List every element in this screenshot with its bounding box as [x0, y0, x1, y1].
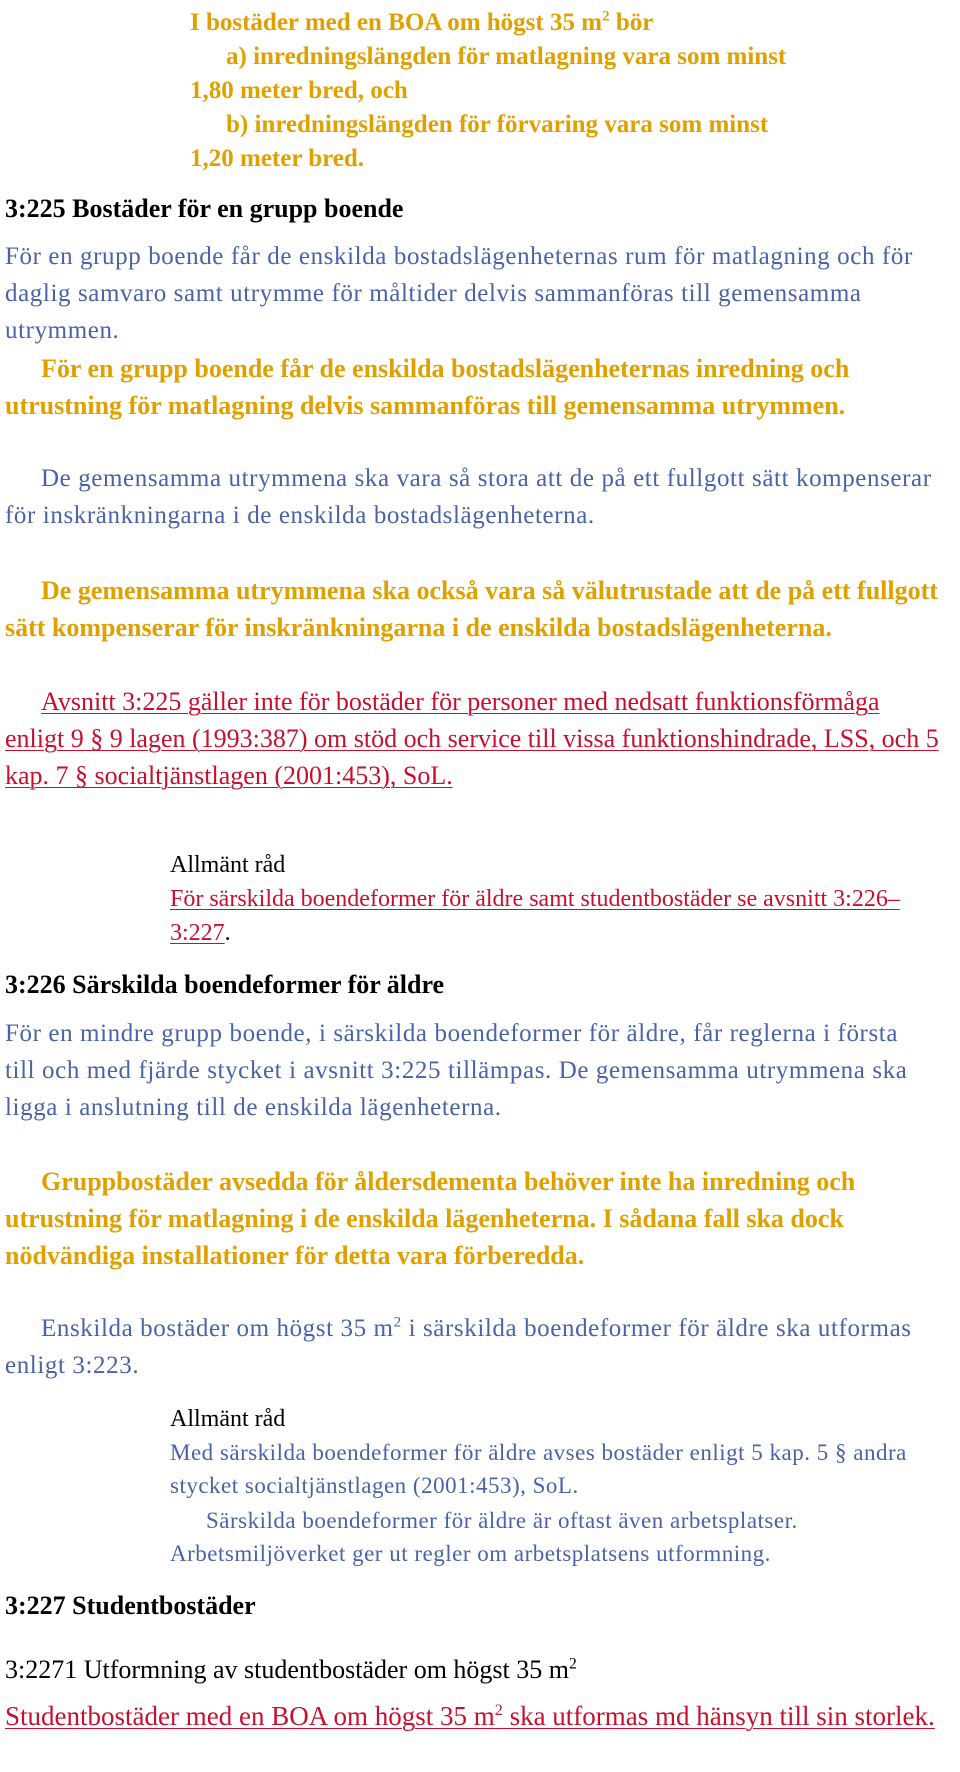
subheading-3-2271: 3:2271 Utformning av studentbostäder om högst 35 $m^2$: [5, 1655, 577, 1684]
item-b-cont: 1,20 meter bred.: [190, 145, 365, 172]
advice-reference-link[interactable]: För särskilda boendeformer för äldre samt studentbostäder se avsnitt 3:226–3:227: [170, 886, 900, 946]
heading-3-225: 3:225 Bostäder för en grupp boende: [5, 194, 404, 223]
item-b: b) inredningslängden för förvaring vara som minst: [226, 111, 769, 138]
paragraph-225-blue-2: De gemensamma utrymmena ska vara så stora att de på ett fullgott sätt kompenserar för inskränkningarna i de enskilda bostadslägenheterna.: [5, 465, 932, 529]
general-advice-225: För särskilda boendeformer för äldre samt studentbostäder se avsnitt 3:226–3:227.: [170, 886, 900, 946]
heading-3-226: 3:226 Särskilda boendeformer för äldre: [5, 970, 445, 999]
general-advice-226-2: Särskilda boendeformer för äldre är oftast även arbetsplatser. Arbetsmiljöverket ger ut regler om arbetsplatsens utformning.: [170, 1508, 798, 1566]
general-advice-226-1: Med särskilda boendeformer för äldre avses bostäder enligt 5 kap. 5 § andra stycket socialtjänstlagen (2001:453), SoL.: [170, 1440, 907, 1498]
student-housing-link[interactable]: Studentbostäder med en BOA om högst 35 $m^2$ ska utformas md hänsyn till sin storlek.: [5, 1701, 935, 1731]
general-advice-label-226: Allmänt råd: [170, 1406, 286, 1432]
item-a-cont: 1,80 meter bred, och: [190, 77, 408, 104]
size-requirement-intro: I bostäder med en BOA om högst 35 $m^2$ bör: [190, 8, 654, 36]
paragraph-225-red: [5, 683, 945, 794]
general-advice-label-225: Allmänt råd: [170, 852, 286, 878]
exception-link[interactable]: Avsnitt 3:225 gäller inte för bostäder för personer med nedsatt funktionsförmåga enligt 9 § 9 lagen (1993:387) om stöd och service till vissa funktionshindrade, LSS, och 5 kap. 7 § socialtjänstlagen (2001:453), SoL.: [5, 687, 939, 790]
paragraph-227-red: [5, 1697, 945, 1735]
paragraph-226-blue-1: För en mindre grupp boende, i särskilda boendeformer för äldre, får reglerna i första till och med fjärde stycket i avsnitt 3:225 tillämpas. De gemensamma utrymmena ska ligga i anslutning till de enskilda lägenheterna.: [5, 1020, 908, 1121]
size-requirement-block: [190, 6, 930, 176]
paragraph-225-orange-2: De gemensamma utrymmena ska också vara så välutrustade att de på ett fullgott sätt kompenserar för inskränkningarna i de enskilda bostadslägenheterna.: [5, 576, 938, 642]
item-a: a) inredningslängden för matlagning vara som minst: [226, 43, 787, 70]
paragraph-226-orange: Gruppbostäder avsedda för åldersdementa behöver inte ha inredning och utrustning för matlagning i de enskilda lägenheterna. I sådana fall ska dock nödvändiga installationer för detta vara förberedda.: [5, 1167, 856, 1270]
heading-3-227: 3:227 Studentbostäder: [5, 1591, 256, 1620]
paragraph-225-orange-1: För en grupp boende får de enskilda bostadslägenheternas inredning och utrustning för matlagning delvis sammanföras till gemensamma utrymmen.: [5, 354, 850, 420]
paragraph-225-blue-1: För en grupp boende får de enskilda bostadslägenheternas rum för matlagning och för daglig samvaro samt utrymme för måltider delvis sammanföras till gemensamma utrymmen.: [5, 243, 913, 344]
paragraph-226-blue-2: Enskilda bostäder om högst 35 $m^2$ i särskilda boendeformer för äldre ska utformas enligt 3:223.: [5, 1314, 912, 1379]
